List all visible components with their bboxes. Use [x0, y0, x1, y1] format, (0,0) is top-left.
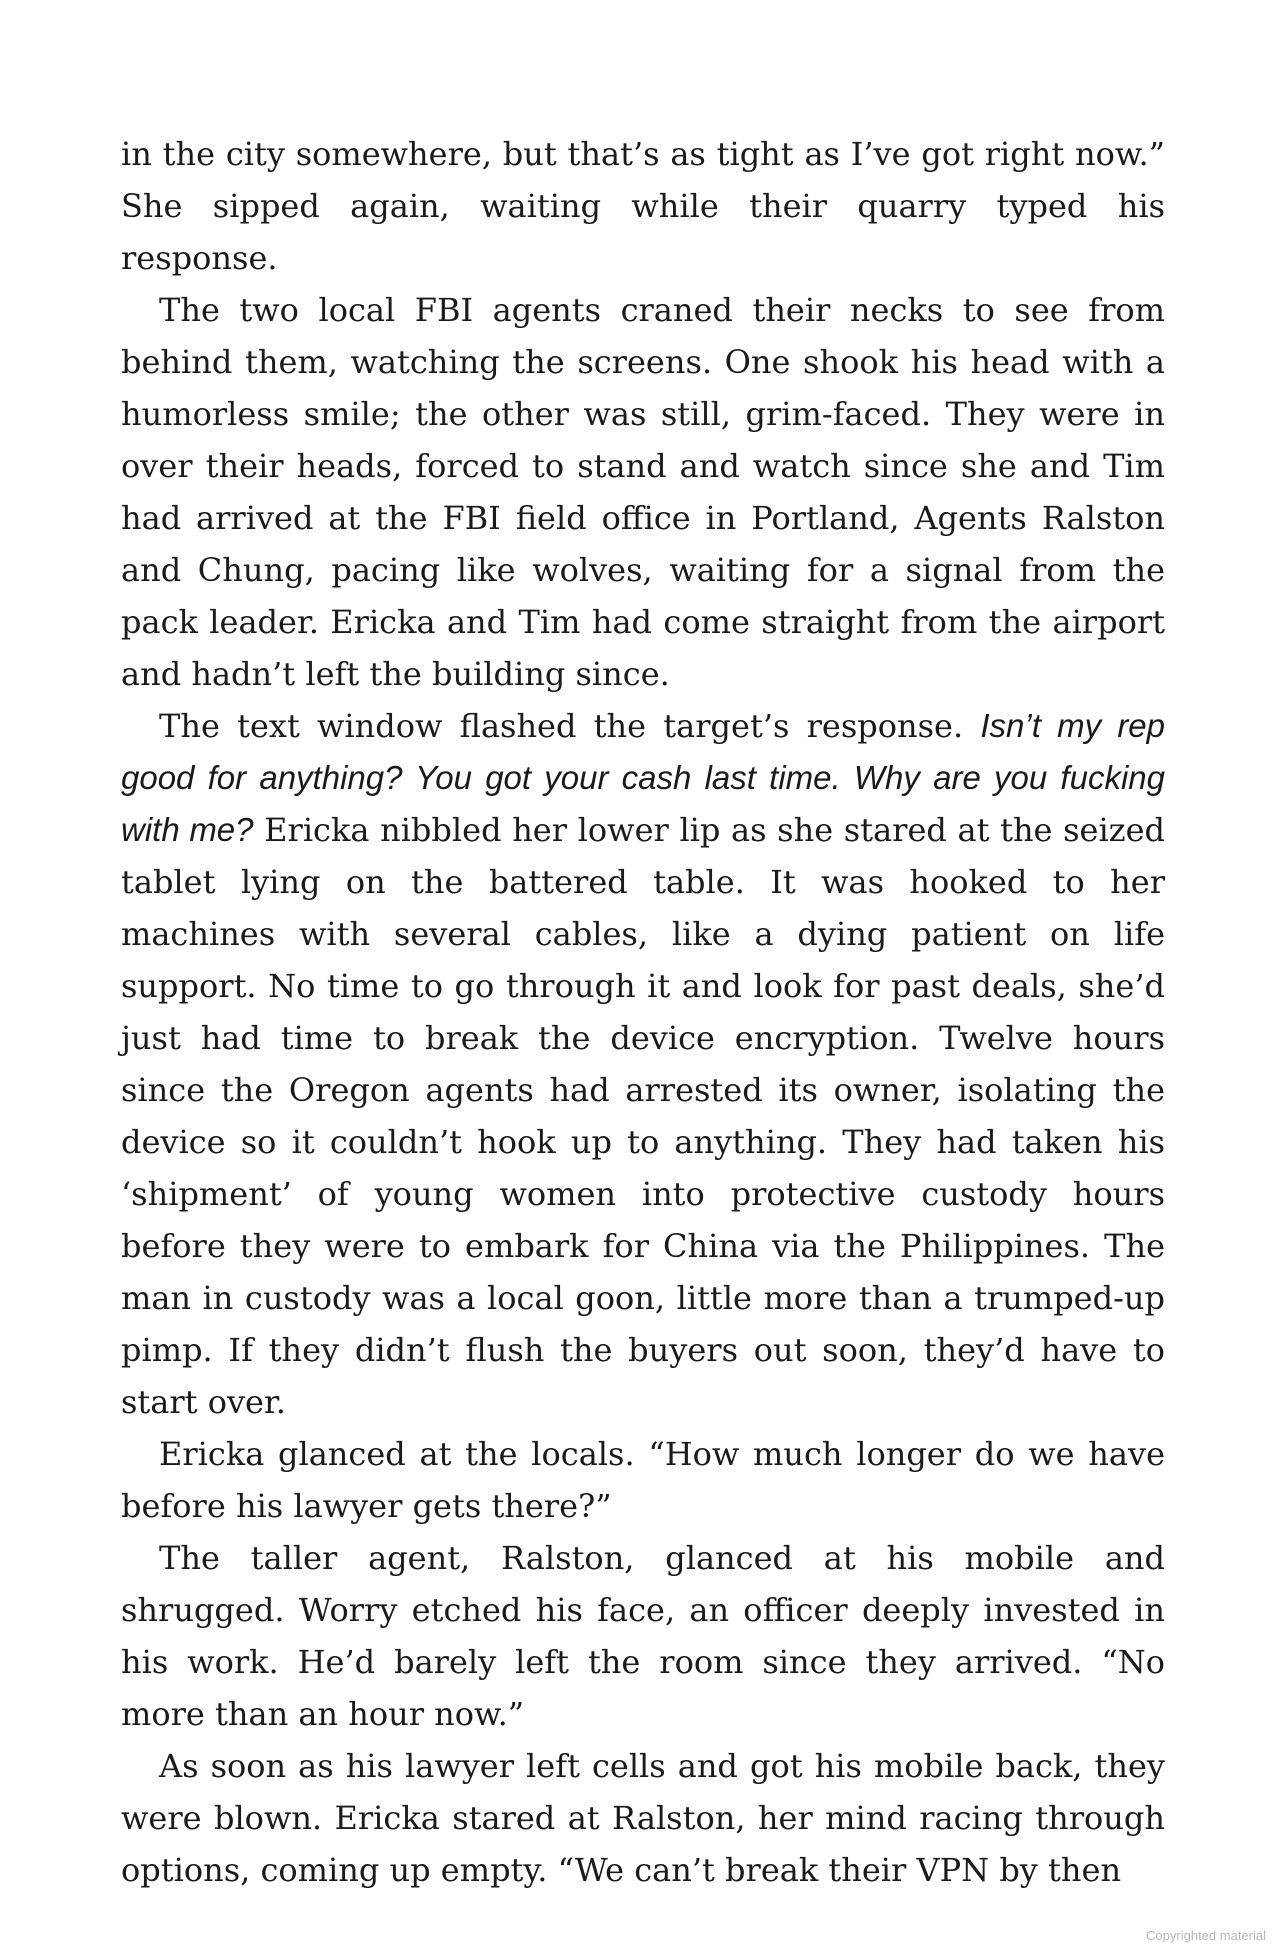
text-message-quote: Isn’t my rep good for anything? You got your cash last time. Why are you fucking with me?	[121, 707, 1166, 848]
paragraph-3	[121, 700, 1165, 1428]
paragraph-5: The taller agent, Ralston, glanced at his mobile and shrugged. Worry etched his face, an officer deeply invested in his work. He’d barely left the room since they arrived. “No more than an hour now.”	[121, 1539, 1165, 1733]
paragraph-4: Ericka glanced at the locals. “How much longer do we have before his lawyer gets there?”	[121, 1435, 1165, 1525]
paragraph-1: in the city somewhere, but that’s as tight as I’ve got right now.” She sipped again, waiting while their quarry typed his response.	[121, 135, 1165, 277]
paragraph-3-rest: Ericka nibbled her lower lip as she stared at the seized tablet lying on the battered table. It was hooked to her machines with several cables, like a dying patient on life support. No time to go through it and look for past deals, she’d just had time to break the device encryption. Twelve hours since the Oregon agents had arrested its owner, isolating the device so it couldn’t hook up to anything. They had taken his ‘shipment’ of young women into protective custody hours before they were to embark for China via the Philippines. The man in custody was a local goon, little more than a trumped-up pimp. If they didn’t flush the buyers out soon, they’d have to start over.	[121, 811, 1166, 1421]
paragraph-6: As soon as his lawyer left cells and got his mobile back, they were blown. Ericka stared at Ralston, her mind racing through options, coming up empty. “We can’t break their VPN by then	[121, 1747, 1165, 1889]
copyright-watermark: Copyrighted material	[1146, 1928, 1266, 1943]
paragraph-3-lead: The text window flashed the target’s response.	[159, 707, 981, 745]
body-text	[121, 128, 1165, 1896]
paragraph-2: The two local FBI agents craned their necks to see from behind them, watching the screens. One shook his head with a humorless smile; the other was still, grim-faced. They were in over their heads, forced to stand and watch since she and Tim had arrived at the FBI field office in Portland, Agents Ralston and Chung, pacing like wolves, waiting for a signal from the pack leader. Ericka and Tim had come straight from the airport and hadn’t left the building since.	[121, 291, 1165, 693]
